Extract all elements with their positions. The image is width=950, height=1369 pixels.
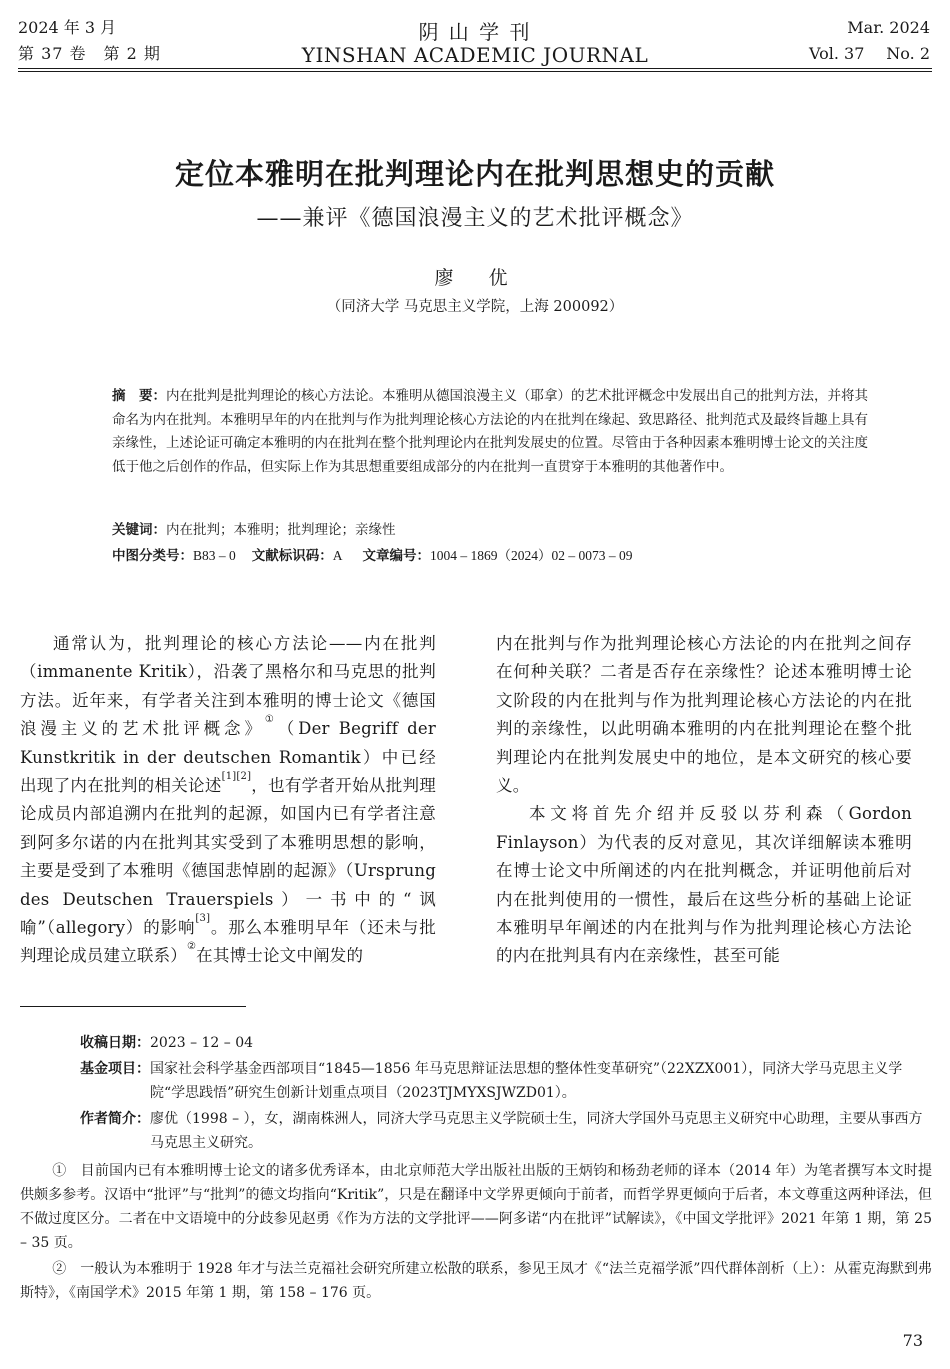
footnote-mark-2[interactable]: ② <box>187 941 197 953</box>
body-paragraph: 内在批判与作为批判理论核心方法论的内在批判之间存在何种关联？二者是否存在亲缘性？论述本雅明博士论文阶段的内在批判与作为批判理论核心方法论的内在批判的亲缘性，以此明确本雅明的内在批判理论在整个批判理论内在批判发展史中的地位，是本文研究的核心要义。 <box>496 634 912 796</box>
body-left-column <box>20 630 436 971</box>
received-value: 2023 – 12 – 04 <box>150 1035 254 1051</box>
author-name: 廖 优 <box>434 267 516 289</box>
footnote-2: ② 一般认为本雅明于 1928 年才与法兰克福社会研究所建立松散的联系，参见王凤才《“法兰克福学派”四代群体剖析（上）：从霍克海默到弗斯特》，《南国学术》2015 年第 1 期，第 158 – 176 页。 <box>20 1261 932 1301</box>
footnote-1: ① 目前国内已有本雅明博士论文的诸多优秀译本，由北京师范大学出版社出版的王炳钧和杨劲老师的译本（2014 年）为笔者撰写本文时提供颇多参考。汉语中“批评”与“批判”的德文均指向“Kritik”，只是在翻译中文学界更倾向于前者，而哲学界更倾向于后者，本文尊重这两种译法，但不做过度区分。二者在中文语境中的分歧参见赵勇《作为方法的文学批评——阿多诺“内在批评”试解读》，《中国文学批评》2021 年第 1 期，第 25 – 35 页。 <box>20 1163 932 1251</box>
footnote-rule <box>20 1006 246 1007</box>
header-rule-2 <box>18 71 932 72</box>
fund-label: 基金项目： <box>80 1061 150 1077</box>
body-text: ，也有学者开始从批判理论成员内部追溯内在批判的起源，如国内已有学者注意到阿多尔诺的内在批判其实受到了本雅明思想的影响，主要是受到了本雅明《德国悲悼剧的起源》（Ursprung des Deutschen Trauerspiels）一书中的“讽喻”（allegory）的影响 <box>20 776 437 938</box>
body-text: （Der Begriff der Kunstkritik in der deutschen Romantik）中已经出现了内在批判的相关论述 <box>20 719 436 796</box>
article-id-value: 1004 – 1869（2024）02 – 0073 – 09 <box>430 548 633 563</box>
keywords-label: 关键词： <box>112 522 166 538</box>
body-paragraph <box>20 630 436 971</box>
fund-value: 国家社会科学基金西部项目“1845—1856 年马克思辩证法思想的整体性变革研究”（22XZX001），同济大学马克思主义学院“学思践悟”研究生创新计划重点项目（2023TJMYXSJWZD01）。 <box>150 1061 903 1101</box>
author-affiliation: （同济大学 马克思主义学院，上海 200092） <box>326 299 624 315</box>
header-volume-cn: 第 37 卷 第 2 期 <box>18 44 161 63</box>
article-subtitle: ——兼评《德国浪漫主义的艺术批评概念》 <box>256 206 694 231</box>
body-text: 。那么本雅明早年（还未与批判理论成员建立联系） <box>20 918 437 966</box>
header-vol-en: Vol. 37 <box>809 44 865 63</box>
journal-name-en: YINSHAN ACADEMIC JOURNAL <box>301 43 649 67</box>
author-bio <box>80 1107 935 1155</box>
article-info <box>80 1031 935 1155</box>
body-paragraph: 本文将首先介绍并反驳以芬利森（Gordon Finlayson）为代表的反对意见，其次详细解读本雅明在博士论文中所阐述的内在批判概念，并证明他前后对内在批判使用的一惯性，最后在这些分析的基础上论证本雅明早年阐述的内在批判与作为批判理论核心方法论的内在批判具有内在亲缘性，甚至可能 <box>496 804 912 966</box>
received-date <box>80 1031 935 1055</box>
clc-value: B83 – 0 <box>193 548 236 563</box>
abstract <box>112 385 868 479</box>
doc-code-value: A <box>332 548 343 563</box>
header-no-en: No. 2 <box>886 44 930 63</box>
citation-3[interactable]: [3] <box>195 913 211 925</box>
citation-1-2[interactable]: [1][2] <box>221 771 252 783</box>
header-date-cn: 2024 年 3 月 <box>18 18 117 37</box>
keywords-text: 内在批判；本雅明；批判理论；亲缘性 <box>166 522 396 538</box>
article-title: 定位本雅明在批判理论内在批判思想史的贡献 <box>174 157 775 191</box>
article-id-label: 文章编号： <box>362 548 431 564</box>
classification-line <box>112 546 872 566</box>
abstract-label: 摘 要： <box>112 388 166 404</box>
footnotes <box>20 1159 932 1305</box>
header-rule <box>18 68 932 69</box>
journal-name-cn: 阴 山 学 刊 <box>418 20 532 44</box>
header-date-en: Mar. 2024 <box>847 18 930 37</box>
bio-label: 作者简介： <box>80 1111 150 1127</box>
fund-info <box>80 1057 935 1105</box>
body-text: 通常认为，批判理论的核心方法论——内在批判（immanente Kritik），沿袭了黑格尔和马克思的批判方法。近年来，有学者关注到本雅明的博士论文《德国浪漫主义的艺术批评概念》 <box>20 634 436 739</box>
bio-value: 廖优（1998 – ），女，湖南株洲人，同济大学马克思主义学院硕士生，同济大学国外马克思主义研究中心助理，主要从事西方马克思主义研究。 <box>150 1111 923 1151</box>
keywords <box>112 520 872 540</box>
doc-code-label: 文献标识码： <box>251 548 333 564</box>
clc-label: 中图分类号： <box>112 548 193 564</box>
abstract-text: 内在批判是批判理论的核心方法论。本雅明从德国浪漫主义（耶拿）的艺术批评概念中发展出自己的批判方法，并将其命名为内在批判。本雅明早年的内在批判与作为批判理论核心方法论的内在批判在缘起、致思路径、批判范式及最终旨趣上具有亲缘性，上述论证可确定本雅明的内在批判在整个批判理论内在批判发展史的位置。尽管由于各种因素本雅明博士论文的关注度低于他之后创作的作品，但实际上作为其思想重要组成部分的内在批判一直贯穿于本雅明的其他著作中。 <box>112 388 868 475</box>
body-right-column <box>496 630 912 971</box>
received-label: 收稿日期： <box>80 1035 150 1051</box>
body-text: 在其博士论文中阐发的 <box>196 946 364 966</box>
page-number: 73 <box>902 1331 923 1350</box>
footnote-mark-1[interactable]: ① <box>264 714 278 726</box>
